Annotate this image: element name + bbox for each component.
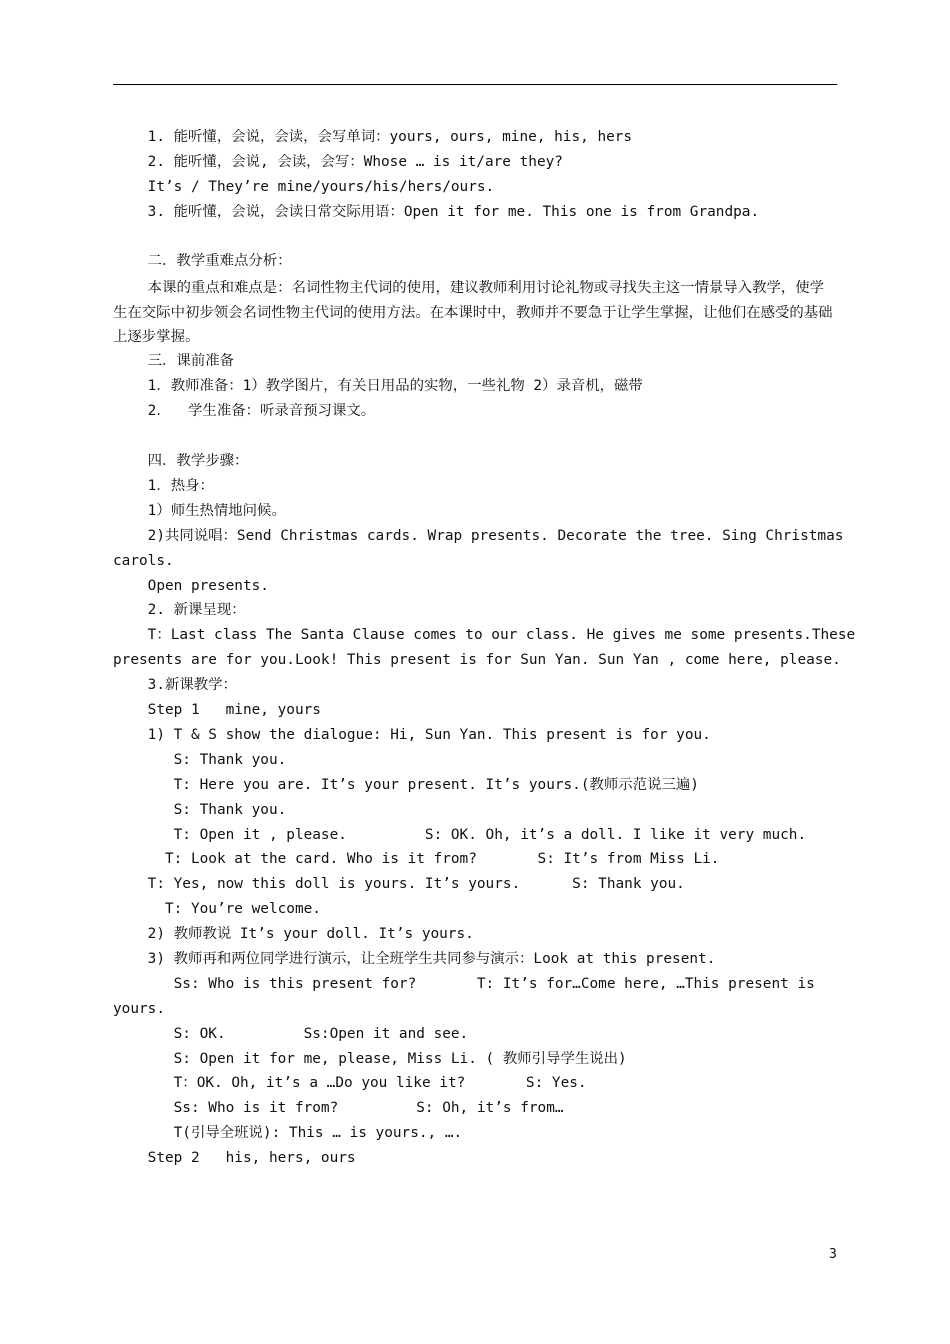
goal-line: It’s / They’re mine/yours/his/hers/ours. bbox=[113, 179, 495, 195]
step-line: 2)共同说唱：Send Christmas cards. Wrap presents. Decorate the tree. Sing Christmas bbox=[113, 528, 844, 544]
step-line: 1) T & S show the dialogue: Hi, Sun Yan. This present is for you. bbox=[113, 727, 711, 743]
dialogue-line: Ss: Who is it from? S: Oh, it’s from… bbox=[113, 1100, 564, 1116]
section-heading: 二．教学重难点分析： bbox=[113, 253, 292, 269]
step-line: Step 1 mine, yours bbox=[113, 702, 321, 718]
dialogue-line: T(引导全班说): This … is yours., …. bbox=[113, 1125, 463, 1141]
dialogue-line: T: Look at the card. Who is it from? S: It’s from Miss Li. bbox=[113, 851, 720, 867]
goal-line: 3. 能听懂，会说，会读日常交际用语：Open it for me. This one is from Grandpa. bbox=[113, 204, 760, 220]
dialogue-line: S: Open it for me, please, Miss Li. ( 教师引导学生说出) bbox=[113, 1051, 627, 1067]
page-number: 3 bbox=[829, 1247, 837, 1262]
step-line: 1）师生热情地问候。 bbox=[113, 503, 286, 519]
goal-line: 1. 能听懂，会说，会读，会写单词：yours, ours, mine, his, hers bbox=[113, 129, 633, 145]
dialogue-line: yours. bbox=[113, 1001, 165, 1017]
dialogue-line: Ss: Who is this present for? T: It’s for…Come here, …This present is bbox=[113, 976, 815, 992]
step-line: 3.新课教学： bbox=[113, 677, 237, 693]
dialogue-line: S: OK. Ss:Open it and see. bbox=[113, 1026, 469, 1042]
list-item: 2． 学生准备：听录音预习课文。 bbox=[113, 403, 376, 419]
step-line: carols. bbox=[113, 553, 174, 569]
step-line: T：Last class The Santa Clause comes to our class. He gives me some presents.These bbox=[113, 627, 856, 643]
header-rule bbox=[113, 84, 837, 85]
step-line: Open presents. bbox=[113, 578, 269, 594]
dialogue-line: T：OK. Oh, it’s a …Do you like it? S: Yes. bbox=[113, 1075, 587, 1091]
step-line: 3) 教师再和两位同学进行演示，让全班学生共同参与演示：Look at this present. bbox=[113, 951, 716, 967]
step-line: 1．热身： bbox=[113, 478, 214, 494]
dialogue-line: T: Open it , please. S: OK. Oh, it’s a doll. I like it very much. bbox=[113, 827, 807, 843]
step-line: 2) 教师教说 It’s your doll. It’s yours. bbox=[113, 926, 474, 942]
dialogue-line: S: Thank you. bbox=[113, 752, 287, 768]
section-heading: 三．课前准备 bbox=[113, 353, 234, 369]
goal-line: 2. 能听懂，会说, 会读，会写：Whose … is it/are they? bbox=[113, 154, 563, 170]
step-line: Step 2 his, hers, ours bbox=[113, 1150, 356, 1166]
section-heading: 四．教学步骤： bbox=[113, 453, 249, 469]
dialogue-line: S: Thank you. bbox=[113, 802, 287, 818]
section-paragraph: 本课的重点和难点是：名词性物主代词的使用，建议教师利用讨论礼物或寻找失主这一情景导入教学，使学生在交际中初步领会名词性物主代词的使用方法。在本课时中，教师并不要急于让学生掌握，让他们在感受的基础上逐步掌握。 bbox=[113, 280, 833, 345]
dialogue-line: T: Yes, now this doll is yours. It’s yours. S: Thank you. bbox=[113, 876, 685, 892]
step-line: presents are for you.Look! This present is for Sun Yan. Sun Yan , come here, please. bbox=[113, 652, 841, 668]
dialogue-line: T: Here you are. It’s your present. It’s yours.(教师示范说三遍) bbox=[113, 777, 699, 793]
dialogue-line: T: You’re welcome. bbox=[113, 901, 321, 917]
step-line: 2. 新课呈现： bbox=[113, 602, 246, 618]
list-item: 1．教师准备：1）教学图片，有关日用品的实物，一些礼物 2）录音机，磁带 bbox=[113, 378, 643, 394]
